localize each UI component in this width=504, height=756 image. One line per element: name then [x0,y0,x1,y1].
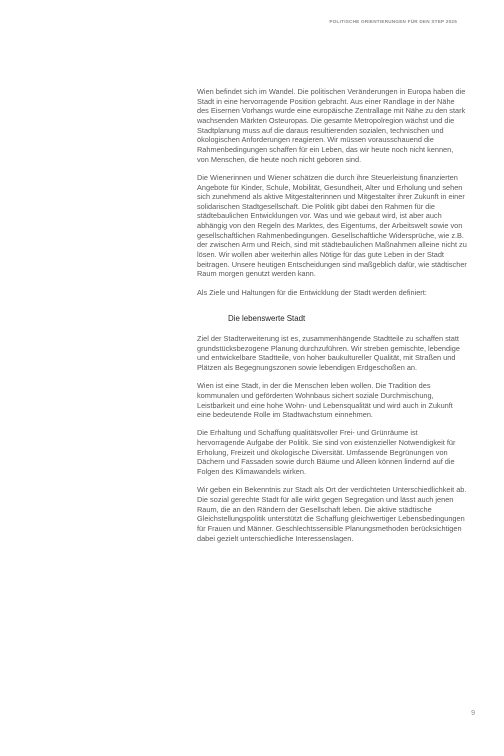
page-number: 9 [471,710,475,717]
section-heading: Die lebenswerte Stadt [228,314,306,324]
section-paragraph-2: Wien ist eine Stadt, in der die Menschen leben wollen. Die Tradition des kommunalen und geförderten Wohnbaus sichert soziale Durchmischung, Leistbarkeit und eine hohe Wohn- und Lebensqualität und wird auch in Zukunft eine bedeutende Rolle im Stadtwachstum einnehmen. [197,381,453,420]
intro-paragraph-1: Wien befindet sich im Wandel. Die politischen Veränderungen in Europa haben die Stadt in eine hervorragende Position gebracht. Aus einer Randlage in der Nähe des Eisernen Vorhangs wurde eine europäische Zentrallage mit Nähe zu den stark wachsenden Märkten Osteuropas. Die gesamte Metropolregion wächst und die Stadtplanung muss auf die daraus resultierenden sozialen, technischen und ökologischen Anforderungen reagieren. Wir müssen vorausschauend die Rahmenbedingungen schaffen für ein Leben, das wir heute noch nicht kennen, von Menschen, die heute noch nicht geboren sind. [197,87,466,164]
section-paragraph-3: Die Erhaltung und Schaffung qualitätsvoller Frei- und Grünräume ist hervorragende Aufgabe der Politik. Sie sind von existenzieller Notwendigkeit für Erholung, Freizeit und ökologische Diversität. Umfassende Begrünungen von Dächern und Fassaden sowie durch Bäume und Alleen können lindernd auf die Folgen des Klimawandels wirken. [197,428,456,477]
intro-paragraph-3: Als Ziele und Haltungen für die Entwicklung der Stadt werden definiert: [197,287,427,297]
running-header: POLITISCHE ORIENTIERUNGEN FÜR DEN STEP 2025 [329,19,457,24]
section-paragraph-1: Ziel der Stadterweiterung ist es, zusammenhängende Stadtteile zu schaffen statt grundstücksbezogene Planung durchzuführen. Wir streben gemischte, lebendige und entwickelbare Stadtteile, von hoher baukultureller Qualität, mit Straßen und Plätzen als Begegnungszonen sowie lebendigen Erdgeschoßen an. [197,333,460,372]
body-text [197,87,467,552]
section-paragraph-4: Wir geben ein Bekenntnis zur Stadt als Ort der verdichteten Unterschiedlichkeit ab. Die sozial gerechte Stadt für alle wirkt gegen Segregation und lässt auch jenen Raum, die an den Rändern der Gesellschaft leben. Die aktive städtische Gleichstellungspolitik unterstützt die Schaffung gleichwertiger Lebensbedingungen für Frauen und Männer. Geschlechtssensible Planungsmethoden berücksichtigen dabei gezielt unterschiedliche Interessenslagen. [197,485,467,543]
intro-paragraph-2: Die Wienerinnen und Wiener schätzen die durch ihre Steuerleistung finanzierten Angebote für Kinder, Schule, Mobilität, Gesundheit, Alter und Erholung und sehen sich zunehmend als aktive Mitgestalterinnen und Mitgestalter ihrer Zukunft in einer solidarischen Stadtgesellschaft. Die Politik gibt dabei den Rahmen für die städtebaulichen Entwicklungen vor. Was und wie gebaut wird, ist aber auch abhängig von den Regeln des Marktes, des Eigentums, der Arbeitswelt sowie von gesellschaftlichen Rahmenbedingungen. Gesellschaftliche Widersprüche, wie z.B. der zwischen Arm und Reich, sind mit städtebaulichen Maßnahmen alleine nicht zu lösen. Wir wollen aber weiterhin alles Nötige für das gute Leben in der Stadt beitragen. Unsere heutigen Entscheidungen sind maßgeblich dafür, wie städtischer Raum morgen genutzt werden kann. [197,172,467,279]
